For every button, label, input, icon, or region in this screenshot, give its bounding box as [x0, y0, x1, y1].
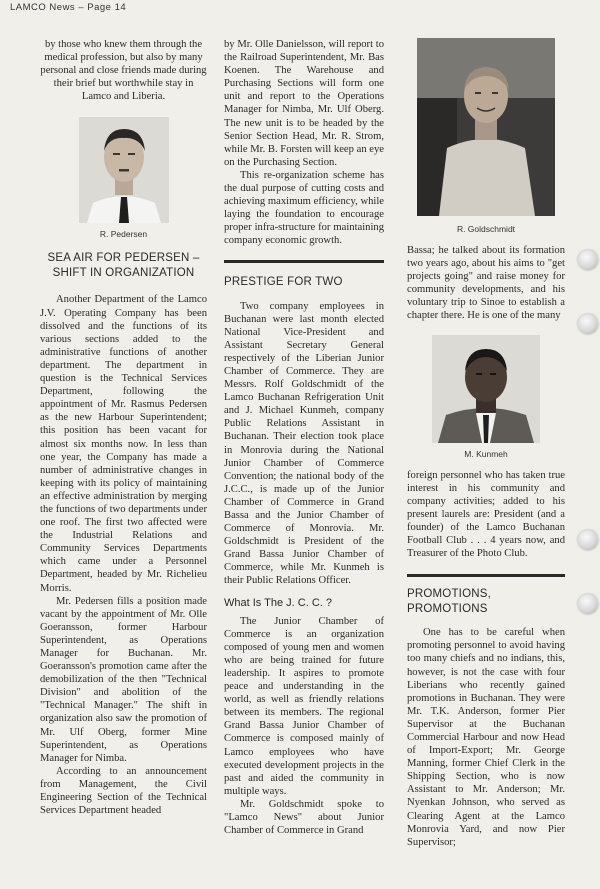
paragraph-goldschmidt-spoke: Mr. Goldschmidt spoke to "Lamco News" about Junior Chamber of Commerce in Grand [224, 798, 384, 837]
photo-goldschmidt [417, 38, 555, 216]
headline-prestige: PRESTIGE FOR TWO [224, 275, 343, 288]
headline-line-1: SEA AIR FOR PEDERSEN – [47, 252, 200, 265]
photo-caption-pedersen: R. Pedersen [99, 229, 148, 240]
paragraph-intro: by those who knew them through the medical profession, but also by many personal and close friends made during their brief but worthwhile stay in Lamco and Liberia. [40, 39, 207, 103]
headline-promotions: PROMOTIONS, PROMOTIONS [407, 588, 491, 616]
portrait-kunmeh-image [432, 335, 540, 443]
binder-hole-middle [578, 314, 598, 334]
paragraph-announcement: According to an announcement from Management, the Civil Engineering Section of the Technical Services Department headed [40, 765, 207, 817]
paragraph-bassa: Bassa; he talked about its formation two years ago, about his aims to "get projects going" and raise money for community developments, and his voluntary trip to Sinoe to establish a chapter there. He is one of the many [407, 245, 565, 322]
paragraph-pedersen: Mr. Pedersen fills a position made vacant by the appointment of Mr. Olle Goeransson, former Harbour Superintendent, as Operations Manager for Buchanan. Mr. Goeransson's promotion came after the demobilization of the then "Technical Division" and abolition of the "Technical Manager." The shift in organization also saw the promotion of Mr. Ulf Oberg, former Mine Superintendent, as Operations Manager for Nimba. [40, 595, 207, 764]
paragraph-jcc: The Junior Chamber of Commerce is an organization composed of young men and women who are being trained for future leadership. It aspires to promote peace and understanding in the world, as well as friendly relations between its members. The regional Grand Bassa Junior Chamber of Commerce is composed mainly of Lamco employees who have executed development projects in the past and aided the community in multiple ways. [224, 615, 384, 797]
headline-line-2: SHIFT IN ORGANIZATION [52, 267, 195, 280]
paragraph-promotions: One has to be careful when promoting personnel to avoid having too many chiefs and no indians, this, however, is not the case with four Liberians who recently gained promotions in Buchanan. They were Mr. T.K. Anderson, former Pier Supervisor at the Buchanan Commercial Harbour and now Head of Import-Export; Mr. George Manning, former Chief Clerk in the Shipping Section, who is now Assistant to Mr. Anderson; Mr. Nyenkan Johnson, who served as Clearing Agent at the Lamco Monrovia Yard, and now Pier Supervisor; [407, 627, 565, 848]
section-divider [224, 260, 384, 263]
binder-hole-top [578, 250, 598, 270]
photo-caption-kunmeh: M. Kunmeh [464, 448, 508, 459]
page-header: LAMCO News – Page 14 [10, 2, 127, 13]
paragraph-elected: Two company employees in Buchanan were last month elected National Vice-President and Assistant Secretary General respectively of the Liberian Junior Chamber of Commerce. They are Messrs. Rolf Goldschmidt of the Lamco Buchanan Refrigeration Unit and J. Michael Kunmeh, company Public Relations Assistant in Buchanan. Their election took place in Monrovia during the National Junior Chamber of Commerce Convention; the national body of the J.C.C., is made up of the Junior Chamber of Commerce in Grand Bassa and the Junior Chamber of Commerce of Monrovia. Mr. Goldschmidt is President of the Grand Bassa Junior Chamber of Commerce, while Mr. Kunmeh is their Public Relations Officer. [224, 300, 384, 587]
photo-kunmeh [432, 335, 540, 443]
portrait-pedersen-image [79, 117, 169, 223]
binder-hole-bottom [578, 594, 598, 614]
subhead-what-is-jcc: What Is The J. C. C. ? [224, 596, 332, 609]
paragraph-continued: by Mr. Olle Danielsson, will report to the Railroad Superintendent, Mr. Bas Koenen. The Warehouse and Purchasing Sections will form one unit and report to the Operations Manager for Nimba, Mr. Ulf Oberg. The new unit is to be headed by the Senior Section Head, Mr. R. Strom, while Mr. B. Forsten will keep an eye on the Purchasing Section. [224, 39, 384, 168]
paragraph-department: Another Department of the Lamco J.V. Operating Company has been dissolved and the functions of its various sections added to the administrative functions of another department. The department in question is the Technical Services Department, following the appointment of Mr. Rasmus Pedersen as the new Harbour Superintendent; this position has been vacant for almost six months now. In less than one year, the Company has made a number of administrative changes in keeping with its policy of maintaining an effective administration by merging the functions of two departments under one roof. The first two affected were the Industrial Relations and Community Services Departments which came under a Personnel Department, headed by Mr. Richelieu Morris. [40, 294, 207, 594]
paragraph-reorganization: This re-organization scheme has the dual purpose of cutting costs and achieving maximum efficiency, while laying the foundation to encourage proper infra-structure for maintaining company economic growth. [224, 169, 384, 247]
photo-caption-goldschmidt: R. Goldschmidt [456, 224, 516, 234]
section-divider-promotions [407, 574, 565, 577]
photo-pedersen [79, 117, 169, 223]
column-3 [407, 38, 565, 849]
column-2 [224, 38, 384, 837]
paragraph-foreign-personnel: foreign personnel who has taken true interest in his community and company activities; added to his present laurels are: President (and a founder) of the Lamco Buchanan Football Club . . . 4 years now, and Treasurer of the Photo Club. [407, 469, 565, 560]
column-1 [40, 38, 207, 817]
portrait-goldschmidt-image [417, 38, 555, 216]
binder-hole-lower [578, 530, 598, 550]
headline-sea-air [40, 251, 207, 281]
